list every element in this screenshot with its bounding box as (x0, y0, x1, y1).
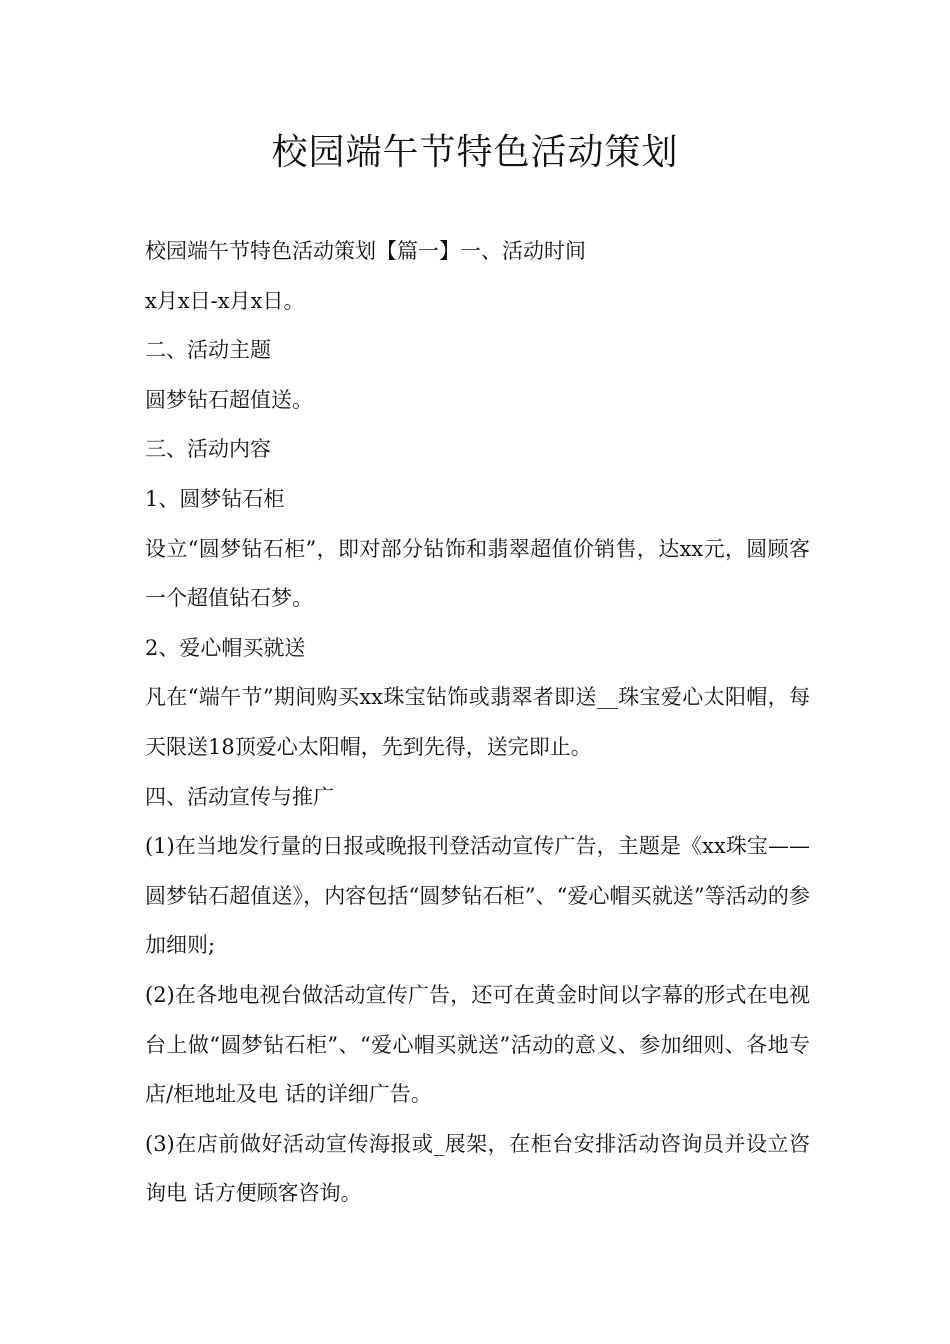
paragraph-activity-date: x月x日-x月x日。 (145, 288, 305, 313)
paragraph-promotion-heading: 四、活动宣传与推广 (145, 784, 334, 809)
paragraph-hat-gift: 凡在“端午节”期间购买xx珠宝钻饰或翡翠者即送__珠宝爱心太阳帽，每天限送18顶爱心太阳帽，先到先得，送完即止。 (145, 685, 810, 759)
paragraph-hat-gift-heading: 2、爱心帽买就送 (145, 635, 306, 660)
paragraph-promotion-tv: (2)在各地电视台做活动宣传广告，还可在黄金时间以字幕的形式在电视台上做“圆梦钻石柜”、“爱心帽买就送”活动的意义、参加细则、各地专店/柜地址及电 话的详细广告。 (145, 982, 810, 1107)
paragraph-promotion-store: (3)在店前做好活动宣传海报或_展架，在柜台安排活动咨询员并设立咨询电 话方便顾客咨询。 (145, 1131, 810, 1206)
paragraph-theme: 圆梦钻石超值送。 (145, 387, 313, 412)
paragraph-diamond-cabinet: 设立“圆梦钻石柜”，即对部分钻饰和翡翠超值价销售，达xx元，圆顾客一个超值钻石梦。 (145, 536, 810, 611)
paragraph-theme-heading: 二、活动主题 (145, 338, 271, 363)
document-body (145, 227, 810, 1219)
paragraph-content-heading: 三、活动内容 (145, 437, 271, 462)
paragraph-activity-time-heading: 校园端午节特色活动策划【篇一】一、活动时间 (145, 239, 586, 263)
document-title: 校园端午节特色活动策划 (271, 132, 679, 173)
paragraph-promotion-newspaper: (1)在当地发行量的日报或晚报刊登活动宣传广告，主题是《xx珠宝——圆梦钻石超值送》，内容包括“圆梦钻石柜”、“爱心帽买就送”等活动的参加细则; (145, 834, 810, 958)
paragraph-diamond-cabinet-heading: 1、圆梦钻石柜 (145, 486, 285, 511)
